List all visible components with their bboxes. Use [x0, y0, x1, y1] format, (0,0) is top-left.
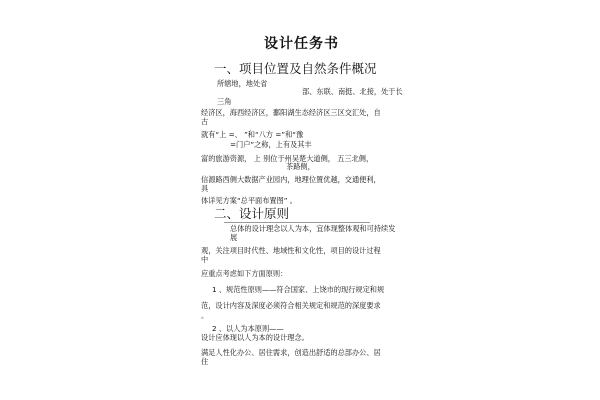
section-heading-principles: 二、设计原则: [214, 206, 290, 221]
body-line: 满足人性化办公、居住需求，创造出舒适的总部办公、居: [201, 348, 381, 357]
body-line: 古: [201, 117, 209, 126]
body-line: 茶路侧，: [286, 162, 315, 171]
heading-underline: [224, 222, 370, 223]
body-line: 设计应体现以人为本的设计理念。: [201, 333, 309, 342]
body-line: 就有“上 =、 ”和“八方 =”和“豫: [201, 130, 304, 139]
body-line: 住: [201, 357, 209, 366]
body-line: 具: [201, 184, 209, 193]
body-line: 富的旅游资源， 上 别位于州吴楚大道侧， 五三北侧，: [201, 154, 374, 163]
body-line: 范，设计内容及深度必须符合相关规定和规范的深度要求: [201, 301, 381, 310]
body-line: 中: [201, 255, 209, 264]
body-line: 展: [230, 233, 238, 242]
body-line: 信源路西侧大数据产业园内，地理位置优越，交通便利，: [201, 175, 381, 184]
body-line: 经济区，海西经济区，鄱阳湖生态经济区三区交汇处，自: [201, 108, 381, 117]
body-line: 1 、规范性原则——符合国家、上饶市的现行规定和规: [212, 285, 385, 294]
body-line: =门户”之称，上有及其丰: [230, 140, 312, 149]
document-title: 设计任务书: [264, 36, 339, 52]
body-line: 观，关注项目时代性、地域性和文化性，项目的设计过程: [201, 246, 381, 255]
section-heading-location: 一、项目位置及自然条件概况: [214, 61, 377, 76]
body-line: 部、东联、南挺、北接，处于长: [302, 87, 403, 96]
body-line: 总体的设计理念以人为本，宜体现整体观和可持续发: [230, 224, 396, 233]
body-line: 三角: [217, 97, 232, 106]
body-line: 所辖地，地处省: [217, 79, 268, 88]
body-line: 2 、以人为本原则——: [212, 324, 284, 333]
body-line: 应重点考虑如下方面原则：: [201, 269, 288, 278]
body-line: 。: [201, 311, 209, 320]
body-line: 体详见方案“总平面布置图” 。: [201, 196, 297, 205]
